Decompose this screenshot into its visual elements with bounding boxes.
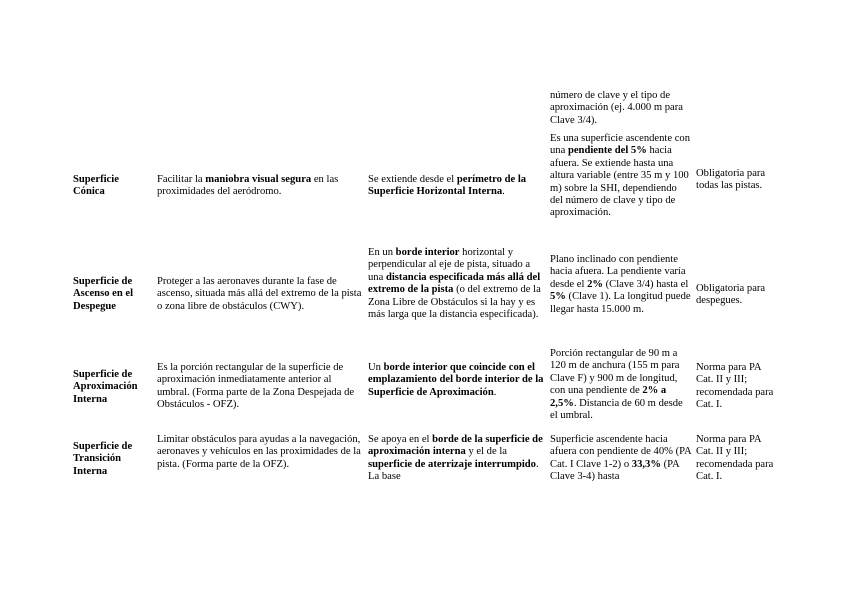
cell-text: (o del extremo de la Zona Libre de Obstáculos si la hay y es más larga que la distancia especificada). [368, 284, 541, 321]
table-cell-characteristics [550, 348, 692, 422]
row-header-conica: Superficie Cónica [73, 174, 119, 198]
cell-text: (Clave 3/4) hasta el [602, 278, 689, 290]
row-header-ascenso: Superficie de Ascenso en el Despegue [73, 276, 134, 312]
cell-text: . [502, 186, 505, 198]
table-cell-objective: Proteger a las aeronaves durante la fase de ascenso, situada más allá del extremo de la pista o zona libre de obstáculos (CWY). [157, 276, 362, 312]
cell-bold-text: borde de la superficie de aproximación interna [368, 434, 543, 458]
cell-text: Porción rectangular de 90 m a 120 m de anchura (155 m para Clave F) y 900 m de longitud, con una pendiente de [550, 348, 680, 397]
table-cell-characteristics [550, 133, 692, 220]
table-cell-continuation [550, 90, 692, 127]
cell-text: Superficie ascendente hacia afuera con pendiente de 40% (PA Cat. I Clave 1-2) o [550, 434, 692, 470]
table-cell-characteristics [550, 434, 692, 484]
cell-bold-text: borde interior [395, 247, 460, 258]
row-header-aproximacion: Superficie de Aproximación Interna [73, 369, 138, 405]
cell-text: horizontal y perpendicular al eje de pista, situado a una [368, 247, 531, 283]
cell-text: número de clave y el tipo de aproximación (ej. 4.000 m para Clave 3/4). [550, 90, 683, 126]
cell-text: . Distancia de 60 m desde el umbral. [550, 397, 683, 422]
cell-bold-text: superficie de aterrizaje interrumpido [368, 458, 536, 470]
cell-bold-text: maniobra visual segura [205, 174, 312, 185]
cell-bold-text: 2% [587, 278, 603, 290]
row-header-transicion: Superficie de Transición Interna [73, 441, 133, 477]
cell-text: en las proximidades del aeródromo. [157, 174, 339, 198]
table-cell-requirement: Obligatoria para despegues. [696, 283, 766, 307]
table-cell-objective: Limitar obstáculos para ayudas a la navegación, aeronaves y vehículos en las proximidades de la pista. (Forma parte de la OFZ). [157, 434, 361, 470]
table-cell-location [368, 434, 546, 484]
cell-text: Se extiende desde el [368, 174, 457, 185]
cell-text: Un [368, 362, 384, 373]
cell-bold-text: distancia especificada más allá del extremo de la pista [368, 271, 541, 296]
table-cell-requirement: Norma para PA Cat. II y III; recomendada para Cat. I. [696, 434, 774, 483]
cell-text: y el de la [465, 446, 507, 458]
cell-bold-text: perímetro de la Superficie Horizontal Interna [368, 174, 527, 198]
table-cell-requirement: Norma para PA Cat. II y III; recomendada para Cat. I. [696, 362, 774, 411]
table-cell-requirement: Obligatoria para todas las pistas. [696, 168, 766, 192]
cell-text: Se apoya en el [368, 434, 433, 445]
cell-bold-text: 5% [550, 291, 566, 303]
cell-text: Es una superficie ascendente con una [550, 133, 691, 157]
cell-text: (Clave 1). La longitud puede llegar hasta 15.000 m. [550, 291, 691, 315]
table-cell-characteristics [550, 254, 692, 316]
cell-text: . [493, 386, 497, 398]
cell-bold-text: 2% a 2,5% [550, 385, 667, 409]
table-cell-location [368, 174, 546, 199]
cell-text: En un [368, 247, 396, 258]
cell-text: Plano inclinado con pendiente hacia afuera. La pendiente varía desde el [550, 254, 686, 290]
table-cell-objective: Es la porción rectangular de la superficie de aproximación inmediatamente anterior al umbral. (Forma parte de la Zona Despejada de Obstáculos - OFZ). [157, 362, 355, 411]
cell-text: . La base [368, 458, 539, 483]
cell-bold-text: pendiente del 5% [567, 145, 647, 157]
cell-text: (PA Clave 3-4) hasta [550, 458, 680, 483]
cell-text: hacia afuera. Se extiende hasta una altura variable (entre 35 m y 100 m) sobre la SHI, dependiendo del número de clave y tipo de aproximación. [550, 145, 689, 219]
cell-bold-text: 33,3% [631, 458, 661, 470]
table-cell-location [368, 362, 546, 399]
table-cell-location [368, 247, 546, 321]
cell-text: Facilitar la [157, 174, 206, 185]
table-cell-objective [157, 174, 364, 199]
cell-bold-text: borde interior que coincide con el emplazamiento del borde interior de la Superficie de Aproximación [368, 362, 544, 398]
